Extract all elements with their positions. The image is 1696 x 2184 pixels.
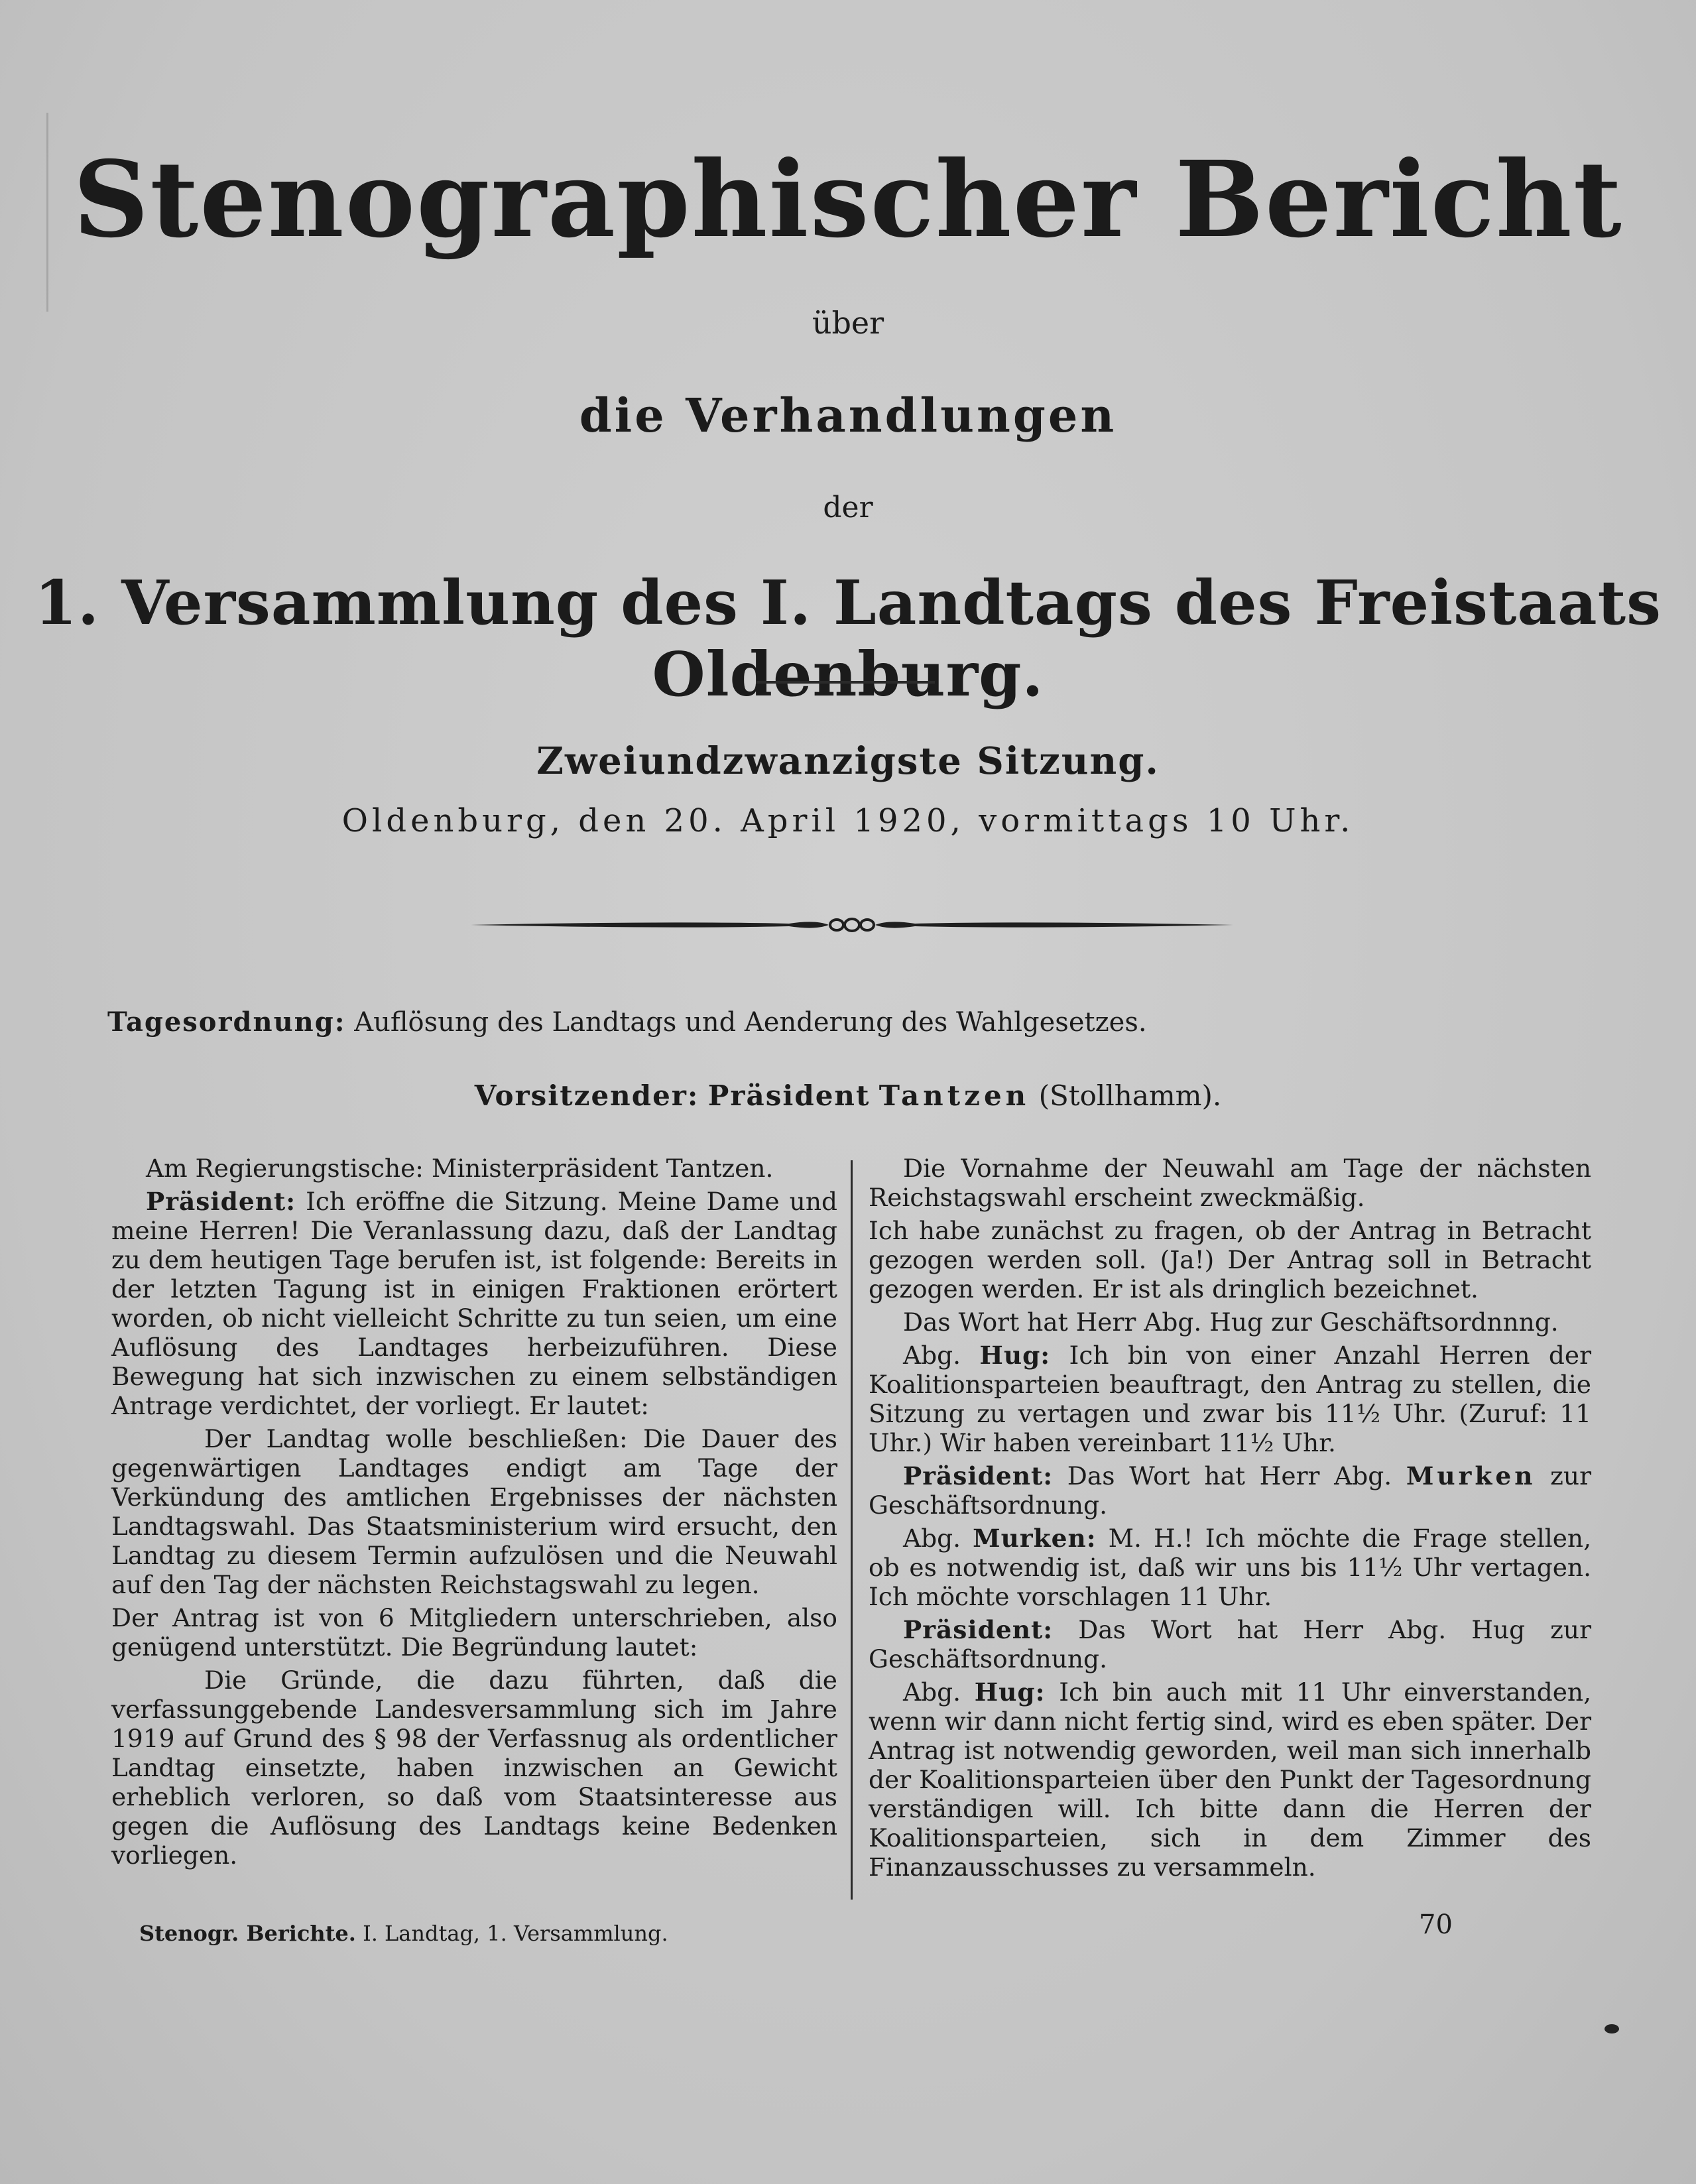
footer-details: I. Landtag, 1. Versammlung. — [363, 1921, 668, 1946]
speaker-label: Hug: — [974, 1677, 1046, 1707]
paragraph-text: Das Wort hat Herr Abg. Hug zur Geschäftsordnung. — [869, 1615, 1591, 1673]
paragraph — [869, 1615, 1591, 1673]
subtitle-ueber: über — [812, 305, 884, 341]
document-title: Stenographischer Bericht — [73, 139, 1623, 261]
agenda-label: Tagesordnung: — [107, 1006, 346, 1038]
footer-series: Stenogr. Berichte. — [139, 1921, 356, 1946]
paragraph: Ich habe zunächst zu fragen, ob der Antrag in Betracht gezogen werden soll. (Ja!) Der Antrag soll in Betracht gezogen werden. Er ist als dringlich bezeichnet. — [869, 1216, 1591, 1304]
speaker-label: Präsident: — [903, 1461, 1054, 1490]
agenda-line — [107, 1006, 1147, 1038]
speaker-prefix: Abg. — [903, 1524, 973, 1553]
paragraph — [869, 1461, 1591, 1520]
paragraph-text: Ich bin auch mit 11 Uhr einverstanden, wenn wir dann nicht fertig sind, wird es eben später. Der Antrag ist notwendig geworden, weil man sich innerhalb der Koalitionsparteien über den Punkt der Tagesordnung verständigen will. Ich bitte dann die Herren der Koalitionsparteien, sich in dem Zimmer des Finanzausschusses zu versammeln. — [869, 1677, 1592, 1882]
session-title: Zweiundzwanzigste Sitzung. — [536, 739, 1160, 783]
right-column — [869, 1154, 1591, 1886]
paragraph-text: M. H.! Ich möchte die Frage stellen, ob es notwendig ist, daß wir uns bis 11½ Uhr vertagen. Ich möchte vorschlagen 11 Uhr. — [869, 1524, 1591, 1611]
speaker-label: Hug: — [979, 1341, 1051, 1370]
ink-blot — [1605, 2024, 1619, 2033]
footer-line — [139, 1921, 668, 1946]
chair-place: (Stollhamm). — [1038, 1079, 1222, 1112]
session-place-date: Oldenburg, den 20. April 1920, vormittags 10 Uhr. — [341, 802, 1355, 839]
chair-label: Vorsitzender: — [474, 1079, 699, 1112]
paragraph — [869, 1677, 1591, 1882]
paragraph-text: Das Wort hat Herr Abg. — [1053, 1461, 1406, 1490]
paragraph: Der Antrag ist von 6 Mitgliedern unterschrieben, also genügend unterstützt. Die Begründung lautet: — [111, 1603, 837, 1662]
chair-name: Tantzen — [878, 1079, 1030, 1112]
chair-line — [0, 1079, 1696, 1112]
agenda-text: Auflösung des Landtags und Aenderung des Wahlgesetzes. — [354, 1007, 1147, 1038]
ornamental-divider — [471, 905, 1233, 945]
speaker-prefix: Abg. — [903, 1341, 980, 1370]
paragraph: Das Wort hat Herr Abg. Hug zur Geschäftsordnnng. — [903, 1307, 1559, 1337]
page-number: 70 — [1419, 1910, 1453, 1940]
paragraph — [111, 1187, 837, 1420]
subtitle-verhandlungen: die Verhandlungen — [579, 388, 1117, 443]
speaker-label: Murken: — [973, 1524, 1097, 1553]
paragraph — [869, 1524, 1591, 1611]
subtitle-der: der — [823, 491, 873, 524]
motion-quote: Der Landtag wolle beschließen: Die Dauer des gegenwärtigen Landtages endigt am Tage der Verkündung des amtlichen Ergebnisses der nächsten Landtagswahl. Das Staatsministerium wird ersucht, den Landtag zu diesem Termin aufzulösen und die Neuwahl auf den Tag der nächsten Reichstagswahl zu legen. — [111, 1424, 837, 1599]
paragraph-text: zur Geschäftsordnung. — [869, 1461, 1591, 1520]
paragraph — [869, 1341, 1591, 1457]
paragraph-text: Ich bin von einer Anzahl Herren der Koalitionsparteien beauftragt, den Antrag zu stellen, die Sitzung zu vertagen und zwar bis 11½ Uhr. (Zuruf: 11 Uhr.) Wir haben vereinbart 11½ Uhr. — [869, 1341, 1591, 1457]
justification-quote: Die Gründe, die dazu führten, daß die verfassunggebende Landesversammlung sich im Jahre 1919 auf Grund des § 98 der Verfassnug als ordentlicher Landtag einsetzte, haben inzwischen an Gewicht erheblich verloren, so daß vom Staatsinteresse aus gegen die Auflösung des Landtags keine Bedenken vorliegen. — [111, 1666, 837, 1870]
speaker-name: Murken — [1406, 1461, 1536, 1490]
short-divider-rule — [756, 681, 935, 684]
column-divider — [851, 1160, 853, 1900]
left-column — [111, 1154, 837, 1874]
speaker-label: Präsident: — [146, 1187, 296, 1216]
government-bench: Am Regierungstische: Ministerpräsident Tantzen. — [146, 1154, 774, 1183]
speaker-label: Präsident: — [903, 1615, 1054, 1644]
chair-role: Präsident — [707, 1079, 871, 1112]
speaker-prefix: Abg. — [903, 1677, 975, 1707]
paragraph: Die Vornahme der Neuwahl am Tage der nächsten Reichstagswahl erscheint zweckmäßig. — [869, 1154, 1591, 1212]
paragraph-text: Ich eröffne die Sitzung. Meine Dame und meine Herren! Die Veranlassung dazu, daß der Landtag zu dem heutigen Tage berufen ist, ist folgende: Bereits in der letzten Tagung ist in einigen Fraktionen erörtert worden, ob nicht vielleicht Schritte zu tun seien, um eine Auflösung des Landtages herbeizuführen. Diese Bewegung hat sich inzwischen zu einem selbständigen Antrage verdichtet, der vorliegt. Er lautet: — [111, 1187, 837, 1420]
assembly-heading: 1. Versammlung des I. Landtags des Freistaats Oldenburg. — [34, 567, 1662, 710]
